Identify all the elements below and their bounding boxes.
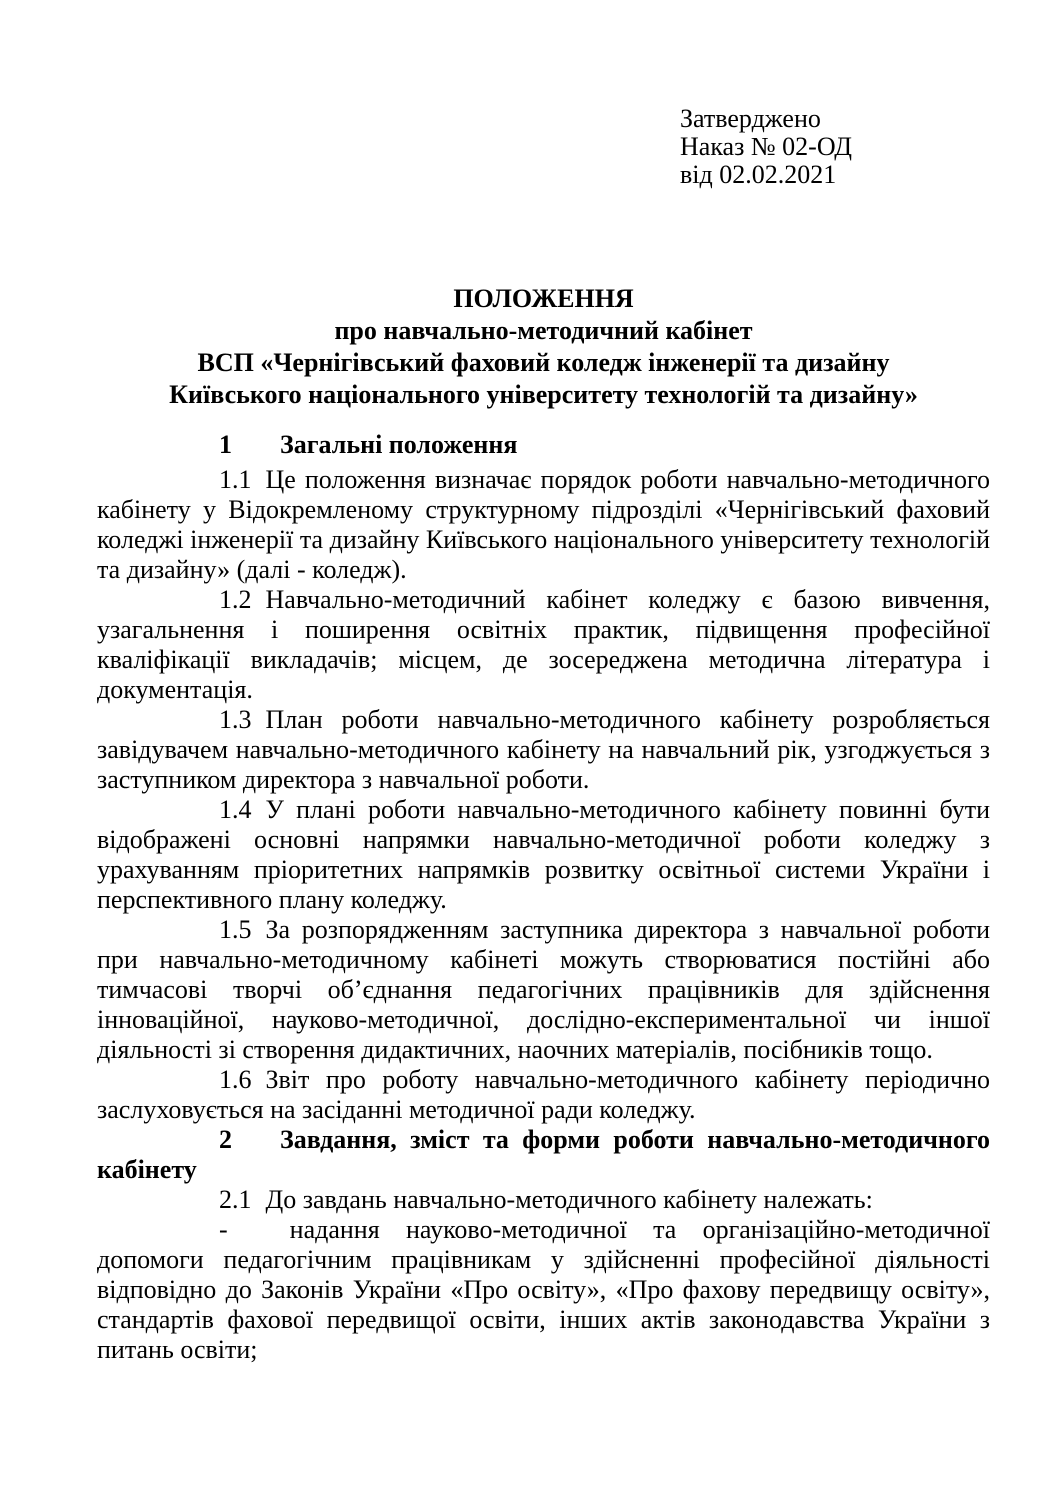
paragraph-1-5 <box>97 915 990 1065</box>
paragraph-1-2 <box>97 585 990 705</box>
approval-line-date: від 02.02.2021 <box>680 160 837 189</box>
paragraph-1-3-text: План роботи навчально-методичного кабінету розробляється завідувачем навчально-методичного кабінету на навчальний рік, узгоджується з заступником директора з навчальної роботи. <box>97 705 990 794</box>
paragraph-1-3-number: 1.3 <box>219 705 252 734</box>
paragraph-1-1 <box>97 465 990 585</box>
section-1-heading <box>97 430 990 460</box>
paragraph-1-6-text: Звіт про роботу навчально-методичного кабінету періодично заслуховується на засіданні методичної ради коледжу. <box>97 1065 990 1124</box>
paragraph-2-1 <box>97 1185 990 1215</box>
paragraph-1-6-number: 1.6 <box>219 1065 252 1094</box>
paragraph-1-4-text: У плані роботи навчально-методичного кабінету повинні бути відображені основні напрямки навчально-методичної роботи коледжу з урахуванням пріоритетних напрямків розвитку освітньої системи України і перспективного плану коледжу. <box>97 795 990 914</box>
paragraph-1-3 <box>97 705 990 795</box>
paragraph-1-2-text: Навчально-методичний кабінет коледжу є базою вивчення, узагальнення і поширення освітніх практик, підвищення професійної кваліфікації викладачів; місцем, де зосереджена методична література і документація. <box>97 585 990 704</box>
approval-block <box>680 105 990 189</box>
paragraph-1-5-number: 1.5 <box>219 915 252 944</box>
paragraph-1-5-text: За розпорядженням заступника директора з навчальної роботи при навчально-методичному кабінеті можуть створюватися постійні або тимчасові творчі об’єднання педагогічних працівників для здійснення інноваційної, науково-методичної, дослідно-експериментальної чи іншої діяльності зі створення дидактичних, наочних матеріалів, посібників тощо. <box>97 915 990 1064</box>
section-2-heading-text: Завдання, зміст та форми роботи навчально-методичного кабінету <box>97 1125 990 1184</box>
title-line-1: ПОЛОЖЕННЯ <box>453 284 634 313</box>
section-1-number: 1 <box>219 430 232 459</box>
bullet-item-1-text: надання науково-методичної та організаційно-методичної допомоги педагогічним працівникам у здійсненні професійної діяльності відповідно до Законів України «Про освіту», «Про фахову передвищу освіту», стандартів фахової передвищої освіти, інших актів законодавства України з питань освіти; <box>97 1215 990 1364</box>
title-line-3: ВСП «Чернігівський фаховий коледж інженерії та дизайну <box>197 348 890 377</box>
paragraph-1-1-text: Це положення визначає порядок роботи навчально-методичного кабінету у Відокремленому структурному підрозділі «Чернігівський фаховий коледжі інженерії та дизайну Київського національного університету технологій та дизайну» (далі - коледж). <box>97 465 990 584</box>
bullet-item-1 <box>97 1215 990 1365</box>
paragraph-1-4 <box>97 795 990 915</box>
section-2-number: 2 <box>219 1125 232 1154</box>
paragraph-2-1-text: До завдань навчально-методичного кабінету належать: <box>265 1185 873 1214</box>
title-line-2: про навчально-методичний кабінет <box>334 316 753 345</box>
title-line-4: Київського національного університету технологій та дизайну» <box>169 380 918 409</box>
section-1-heading-text: Загальні положення <box>280 430 518 459</box>
paragraph-1-1-number: 1.1 <box>219 465 252 494</box>
approval-line-approved: Затверджено <box>680 104 821 133</box>
paragraph-1-2-number: 1.2 <box>219 585 252 614</box>
paragraph-2-1-number: 2.1 <box>219 1185 252 1214</box>
section-2-heading <box>97 1125 990 1185</box>
paragraph-1-4-number: 1.4 <box>219 795 252 824</box>
bullet-dash: - <box>219 1215 228 1244</box>
approval-line-order-number: Наказ № 02-ОД <box>680 132 853 161</box>
document-title <box>97 283 990 411</box>
paragraph-1-6 <box>97 1065 990 1125</box>
